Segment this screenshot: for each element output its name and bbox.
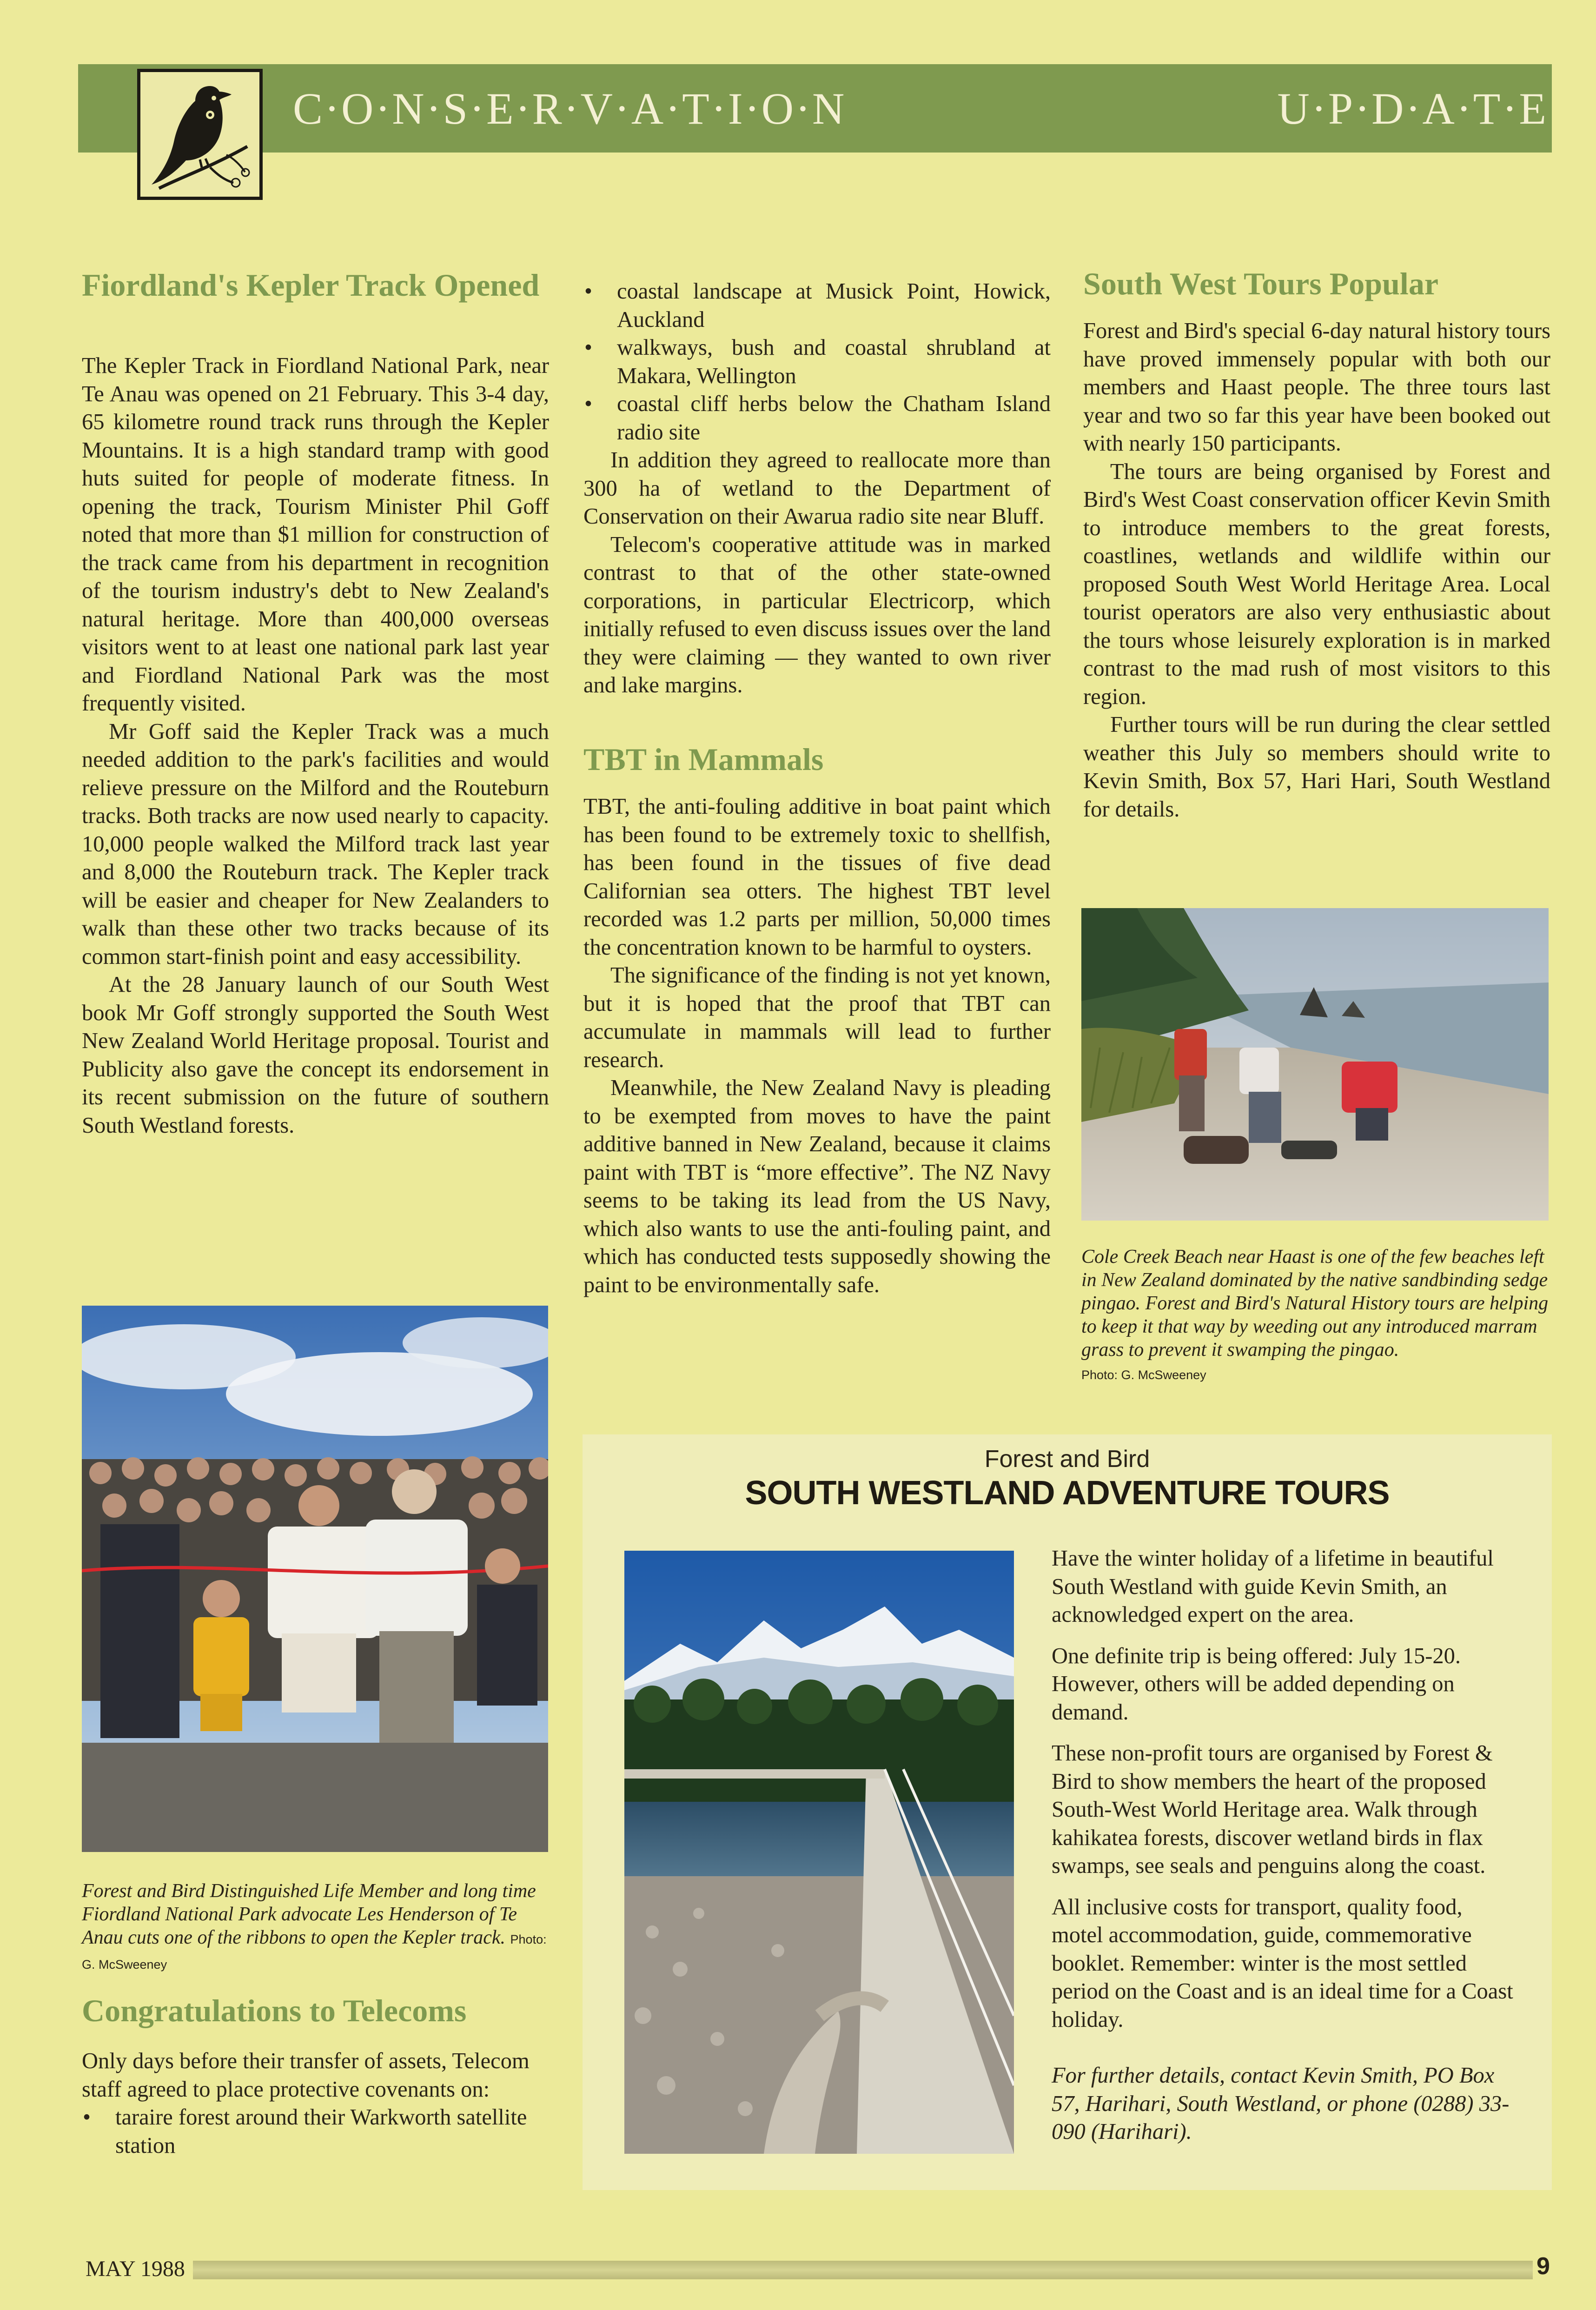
kepler-opening-photo <box>82 1306 548 1852</box>
telecoms-intro: Only days before their transfer of assets, Telecom staff agreed to place protective covenants on: <box>82 2049 530 2102</box>
ad-title: SOUTH WESTLAND ADVENTURE TOURS <box>745 1474 1390 1512</box>
tbt-heading: TBT in Mammals <box>583 742 824 777</box>
kepler-article <box>82 352 549 1140</box>
header-title <box>293 64 1548 153</box>
footer-date: MAY 1988 <box>86 2257 185 2281</box>
beach-photo-credit: Photo: G. McSweeney <box>1081 1368 1206 1382</box>
kepler-heading: Fiordland's Kepler Track Opened <box>82 267 540 303</box>
ad-text <box>1052 1545 1517 2159</box>
kepler-caption-text: Forest and Bird Distinguished Life Member and long time Fiordland National Park advocate Les Henderson of Te Anau cuts one of the ribbons to open the Kepler track. <box>82 1880 536 1948</box>
telecoms-bullet: • coastal cliff herbs below the Chatham Island radio site <box>583 390 1051 446</box>
kepler-paragraph: Mr Goff said the Kepler Track was a much needed addition to the park's facilities and would relieve pressure on the Milford and the Routeburn tracks. Both tracks are now used nearly to capacity. 10,000 people walked the Milford track last year and 8,000 the Routeburn track. The Kepler track will be easier and cheaper for New Zealanders to walk than these other two tracks because of its common start-finish point and easy accessibility. <box>82 719 549 969</box>
kepler-paragraph: At the 28 January launch of our South West book Mr Goff strongly supported the South West New Zealand World Heritage proposal. Tourist and Publicity also gave the concept its endorsement in its recent submission on the future of southern South Westland forests. <box>82 972 549 1138</box>
telecoms-heading: Congratulations to Telecoms <box>82 1993 467 2028</box>
header-title-word2: U·P·D·A·T·E <box>1277 83 1548 133</box>
tbt-article <box>583 793 1051 1299</box>
telecoms-bullet-list-continued <box>583 278 1051 446</box>
bird-logo-icon <box>137 69 263 200</box>
header-title-word1: C·O·N·S·E·R·V·A·T·I·O·N <box>293 83 847 133</box>
page-number: 9 <box>1536 2253 1550 2280</box>
telecoms-bullet: • walkways, bush and coastal shrubland at Makara, Wellington <box>583 334 1051 390</box>
tbt-paragraph: Meanwhile, the New Zealand Navy is pleading to be exempted from moves to have the paint additive banned in New Zealand, because it claims paint with TBT is “more effective”. The NZ Navy seems to be taking its lead from the US Navy, which also wants to use the anti-fouling paint, and which has conducted tests supposedly showing the paint to be environmentally safe. <box>583 1075 1051 1297</box>
telecoms-article-part2 <box>583 278 1051 700</box>
telecoms-bullet: • taraire forest around their Warkworth satellite station <box>82 2104 549 2160</box>
ad-kicker: Forest and Bird <box>984 1446 1150 1473</box>
beach-photo-caption <box>1081 1245 1549 1387</box>
ad-paragraph: All inclusive costs for transport, quality food, motel accommodation, guide, commemorative booklet. Remember: winter is the most settled period on the Coast and is an ideal time for a Coast holiday. <box>1052 1894 1513 2032</box>
footer-rule <box>193 2261 1533 2279</box>
kepler-photo-credit: Photo: G. McSweeney <box>82 1932 547 1971</box>
kepler-photo-caption <box>82 1879 547 1976</box>
tbt-paragraph: The significance of the finding is not yet known, but it is hoped that the proof that TBT can accumulate in mammals will lead to further research. <box>583 963 1051 1072</box>
ad-paragraph: These non-profit tours are organised by Forest & Bird to show members the heart of the proposed South-West World Heritage area. Walk through kahikatea forests, discover wetland birds in flax swamps, see seals and penguins along the coast. <box>1052 1741 1493 1878</box>
ad-paragraph: Have the winter holiday of a lifetime in beautiful South Westland with guide Kevin Smith, an acknowledged expert on the area. <box>1052 1546 1494 1627</box>
telecoms-bullet-list <box>82 2104 549 2160</box>
telecoms-paragraph: In addition they agreed to reallocate more than 300 ha of wetland to the Department of Conservation on their Awarua radio site near Bluff. <box>583 448 1051 529</box>
southwest-paragraph: Forest and Bird's special 6-day natural history tours have proved immensely popular with both our members and Haast people. The three tours last year and two so far this year have been booked out with nearly 150 participants. <box>1083 319 1550 456</box>
telecoms-bullet: • coastal landscape at Musick Point, Howick, Auckland <box>583 278 1051 334</box>
southwest-paragraph: The tours are being organised by Forest and Bird's West Coast conservation officer Kevin Smith to introduce members to the great forests, coastlines, wetlands and wildlife within our proposed South West World Heritage Area. Local tourist operators are also very enthusiastic about the tours whose leisurely exploration is in marked contrast to the mad rush of most visitors to this region. <box>1083 459 1550 709</box>
kepler-paragraph: The Kepler Track in Fiordland National Park, near Te Anau was opened on 21 February. This 3-4 day, 65 kilometre round track runs through the Kepler Mountains. It is a high standard tramp with good huts suited for people of moderate fitness. In opening the track, Tourism Minister Phil Goff noted that more than $1 million for construction of the track came from his department in recognition of the tourism industry's debt to New Zealand's natural heritage. More than 400,000 overseas visitors went to at least one national park last year and Fiordland National Park was the most frequently visited. <box>82 353 549 716</box>
telecoms-paragraph: Telecom's cooperative attitude was in marked contrast to that of the other state-owned corporations, in particular Electricorp, which initially refused to even discuss issues over the land they were claiming — they wanted to own river and lake margins. <box>583 532 1051 697</box>
ad-paragraph: One definite trip is being offered: July 15-20. However, others will be added depending on demand. <box>1052 1643 1461 1725</box>
beach-caption-text: Cole Creek Beach near Haast is one of the few beaches left in New Zealand dominated by the native sandbinding sedge pingao. Forest and Bird's Natural History tours are helping to keep it that way by weeding out any introduced marram grass to prevent it swamping the pingao. <box>1081 1246 1549 1361</box>
southwest-article <box>1083 317 1550 823</box>
southwest-paragraph: Further tours will be run during the clear settled weather this July so members should write to Kevin Smith, Box 57, Hari Hari, South Westland for details. <box>1083 712 1550 822</box>
ad-contact: For further details, contact Kevin Smith, PO Box 57, Harihari, South Westland, or phone (0288) 33-090 (Harihari). <box>1052 2063 1510 2144</box>
tbt-paragraph: TBT, the anti-fouling additive in boat paint which has been found to be extremely toxic to shellfish, has been found in the tissues of five dead Californian sea otters. The highest TBT level recorded was 1.2 parts per million, 50,000 times the concentration known to be harmful to oysters. <box>583 794 1051 960</box>
telecoms-article-part1 <box>82 2047 549 2160</box>
southwest-heading: South West Tours Popular <box>1083 266 1439 301</box>
boardwalk-photo <box>624 1551 1014 2154</box>
cole-creek-beach-photo <box>1081 908 1549 1221</box>
